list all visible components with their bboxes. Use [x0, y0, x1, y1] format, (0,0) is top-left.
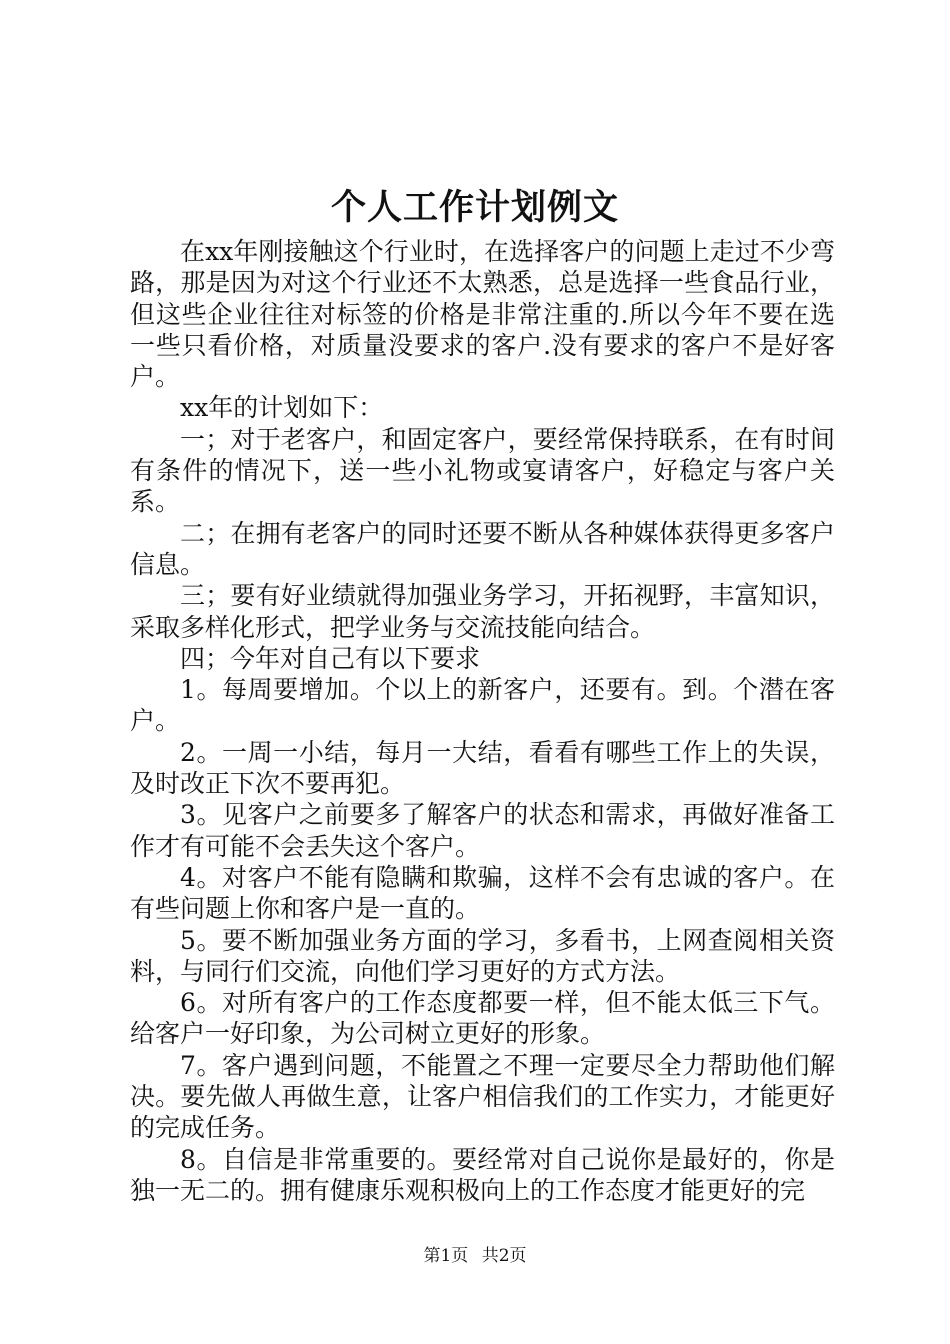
paragraph-item-1: 一；对于老客户，和固定客户，要经常保持联系，在有时间有条件的情况下，送一些小礼物或宴请客户，好稳定与客户关系。 — [130, 424, 835, 517]
paragraph-requirement-4: 4。对客户不能有隐瞒和欺骗，这样不会有忠诚的客户。在有些问题上你和客户是一直的。 — [130, 862, 835, 924]
paragraph-item-4: 四；今年对自己有以下要求 — [180, 643, 481, 673]
document-body — [130, 236, 835, 1206]
page-number-current: 第1页 — [423, 1246, 469, 1266]
paragraph-item-3: 三；要有好业绩就得加强业务学习，开拓视野，丰富知识，采取多样化形式，把学业务与交流技能向结合。 — [130, 581, 835, 642]
paragraph-requirement-7: 7。客户遇到问题，不能置之不理一定要尽全力帮助他们解决。要先做人再做生意，让客户相信我们的工作实力，才能更好的完成任务。 — [130, 1050, 835, 1143]
paragraph-requirement-3: 3。见客户之前要多了解客户的状态和需求，再做好准备工作才有可能不会丢失这个客户。 — [130, 800, 835, 861]
page-number-total: 共2页 — [481, 1246, 527, 1266]
paragraph-item-2: 二；在拥有老客户的同时还要不断从各种媒体获得更多客户信息。 — [130, 518, 835, 579]
document-title: 个人工作计划例文 — [330, 187, 619, 228]
paragraph-requirement-2: 2。一周一小结，每月一大结，看看有哪些工作上的失误，及时改正下次不要再犯。 — [130, 737, 835, 799]
paragraph-requirement-1: 1。每周要增加。个以上的新客户，还要有。到。个潜在客户。 — [130, 675, 835, 736]
paragraph-requirement-6: 6。对所有客户的工作态度都要一样，但不能太低三下气。给客户一好印象，为公司树立更好的形象。 — [130, 988, 835, 1049]
paragraph-requirement-5: 5。要不断加强业务方面的学习，多看书，上网查阅相关资料，与同行们交流，向他们学习更好的方式方法。 — [130, 925, 835, 986]
paragraph-plan-heading: xx年的计划如下： — [180, 393, 384, 423]
paragraph-intro: 在xx年刚接触这个行业时，在选择客户的问题上走过不少弯路，那是因为对这个行业还不太熟悉，总是选择一些食品行业，但这些企业往往对标签的价格是非常注重的.所以今年不要在选一些只看价格，对质量没要求的客户.没有要求的客户不是好客户。 — [130, 237, 835, 392]
paragraph-requirement-8: 8。自信是非常重要的。要经常对自己说你是最好的，你是独一无二的。拥有健康乐观积极向上的工作态度才能更好的完 — [130, 1144, 835, 1205]
page-footer — [0, 1244, 950, 1268]
